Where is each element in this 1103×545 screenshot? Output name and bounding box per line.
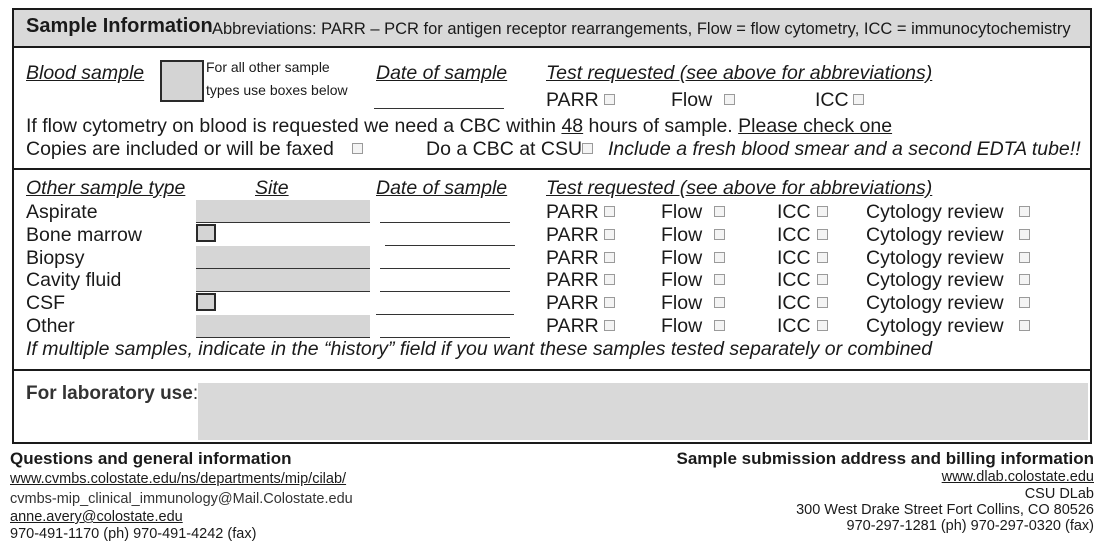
blood-sample-box[interactable]: [160, 60, 204, 102]
blood-sample-label: Blood sample: [26, 62, 145, 84]
row-biopsy-cyto-label: Cytology review: [866, 247, 1004, 269]
blood-note-line2: types use boxes below: [206, 82, 348, 98]
divider-other: [12, 369, 1092, 371]
row-aspirate-cyto-label: Cytology review: [866, 201, 1004, 223]
other-date-label: Date of sample: [376, 177, 508, 199]
row-other-icc-checkbox[interactable]: [817, 320, 828, 331]
blood-test-flow-checkbox[interactable]: [724, 94, 735, 105]
row-bone-marrow-label: Bone marrow: [26, 224, 142, 246]
footer-right-address: 300 West Drake Street Fort Collins, CO 80526: [796, 502, 1094, 518]
row-csf-cyto-checkbox[interactable]: [1019, 297, 1030, 308]
blood-test-icc-label: ICC: [815, 89, 849, 111]
row-bone-marrow-flow-label: Flow: [661, 224, 703, 246]
row-bone-marrow-flow-checkbox[interactable]: [714, 229, 725, 240]
row-cavity-fluid-site-field[interactable]: [196, 269, 370, 292]
row-other-cyto-checkbox[interactable]: [1019, 320, 1030, 331]
blood-note-line1: For all other sample: [206, 59, 330, 75]
dlab-link[interactable]: www.dlab.colostate.edu: [941, 469, 1094, 485]
row-other-parr-label: PARR: [546, 315, 599, 337]
lab-use-field[interactable]: [198, 383, 1088, 440]
blood-test-icc-checkbox[interactable]: [853, 94, 864, 105]
row-biopsy-date-field[interactable]: [380, 268, 510, 269]
blood-date-label: Date of sample: [376, 62, 508, 84]
row-csf-cyto-label: Cytology review: [866, 292, 1004, 314]
row-csf-date-field[interactable]: [376, 314, 514, 315]
cbc-option-csu-label: Do a CBC at CSU: [426, 138, 583, 160]
row-cavity-fluid-icc-checkbox[interactable]: [817, 274, 828, 285]
row-csf-site-checkbox[interactable]: [196, 293, 216, 311]
cbc-option-copies-label: Copies are included or will be faxed: [26, 138, 334, 160]
blood-test-parr-label: PARR: [546, 89, 599, 111]
row-cavity-fluid-flow-label: Flow: [661, 269, 703, 291]
lab-use-label: For laboratory use:: [26, 383, 199, 404]
cilab-link[interactable]: www.cvmbs.colostate.edu/ns/departments/mip/cilab/: [10, 471, 347, 487]
footer-right-url[interactable]: [942, 469, 1094, 485]
row-cavity-fluid-parr-checkbox[interactable]: [604, 274, 615, 285]
footer-right-title: Sample submission address and billing information: [676, 449, 1094, 468]
footer-left-email1: cvmbs-mip_clinical_immunology@Mail.Colostate.edu: [10, 491, 353, 507]
row-cavity-fluid-date-field[interactable]: [380, 291, 510, 292]
row-cavity-fluid-label: Cavity fluid: [26, 269, 122, 291]
header-abbreviations: Abbreviations: PARR – PCR for antigen receptor rearrangements, Flow = flow cytometry, ICC = immunocytochemistry: [212, 20, 1071, 38]
blood-date-field[interactable]: [374, 108, 504, 109]
row-aspirate-flow-checkbox[interactable]: [714, 206, 725, 217]
row-csf-icc-checkbox[interactable]: [817, 297, 828, 308]
row-aspirate-icc-label: ICC: [777, 201, 811, 223]
smear-note: Include a fresh blood smear and a second EDTA tube!!: [608, 138, 1081, 160]
footer-left-email2[interactable]: [10, 509, 183, 525]
footer-left-title: Questions and general information: [10, 449, 292, 468]
row-other-flow-label: Flow: [661, 315, 703, 337]
check-one-label: Please check one: [738, 115, 893, 137]
multiple-samples-note: If multiple samples, indicate in the “history” field if you want these samples tested separately or combined: [26, 338, 933, 360]
row-bone-marrow-date-field[interactable]: [385, 245, 515, 246]
row-aspirate-icc-checkbox[interactable]: [817, 206, 828, 217]
blood-test-label: Test requested (see above for abbreviations): [546, 62, 933, 84]
row-biopsy-parr-label: PARR: [546, 247, 599, 269]
row-bone-marrow-icc-checkbox[interactable]: [817, 229, 828, 240]
row-other-icc-label: ICC: [777, 315, 811, 337]
row-biopsy-icc-checkbox[interactable]: [817, 252, 828, 263]
row-csf-icc-label: ICC: [777, 292, 811, 314]
row-bone-marrow-site-checkbox[interactable]: [196, 224, 216, 242]
blood-test-flow-label: Flow: [671, 89, 713, 111]
cbc-instruction: If flow cytometry on blood is requested we need a CBC within 48 hours of sample. Please check one: [26, 115, 893, 137]
row-aspirate-label: Aspirate: [26, 201, 98, 223]
cbc-option-csu-checkbox[interactable]: [582, 143, 593, 154]
row-aspirate-site-field[interactable]: [196, 200, 370, 223]
row-cavity-fluid-parr-label: PARR: [546, 269, 599, 291]
row-csf-label: CSF: [26, 292, 65, 314]
row-aspirate-date-field[interactable]: [380, 222, 510, 223]
row-cavity-fluid-flow-checkbox[interactable]: [714, 274, 725, 285]
row-cavity-fluid-cyto-checkbox[interactable]: [1019, 274, 1030, 285]
row-cavity-fluid-icc-label: ICC: [777, 269, 811, 291]
header-title: Sample Information: [26, 15, 213, 37]
email-link[interactable]: anne.avery@colostate.edu: [10, 509, 183, 525]
row-csf-flow-label: Flow: [661, 292, 703, 314]
row-other-flow-checkbox[interactable]: [714, 320, 725, 331]
other-test-label: Test requested (see above for abbreviations): [546, 177, 933, 199]
blood-test-parr-checkbox[interactable]: [604, 94, 615, 105]
row-bone-marrow-parr-checkbox[interactable]: [604, 229, 615, 240]
row-bone-marrow-icc-label: ICC: [777, 224, 811, 246]
row-csf-flow-checkbox[interactable]: [714, 297, 725, 308]
other-type-label: Other sample type: [26, 177, 186, 199]
row-aspirate-parr-checkbox[interactable]: [604, 206, 615, 217]
footer-left-url[interactable]: [10, 471, 346, 487]
divider-blood: [12, 168, 1092, 170]
footer-left-phone: 970-491-1170 (ph) 970-491-4242 (fax): [10, 526, 257, 542]
row-csf-parr-label: PARR: [546, 292, 599, 314]
row-other-parr-checkbox[interactable]: [604, 320, 615, 331]
row-aspirate-parr-label: PARR: [546, 201, 599, 223]
row-bone-marrow-parr-label: PARR: [546, 224, 599, 246]
row-other-site-field[interactable]: [196, 315, 370, 338]
row-cavity-fluid-cyto-label: Cytology review: [866, 269, 1004, 291]
row-biopsy-cyto-checkbox[interactable]: [1019, 252, 1030, 263]
row-aspirate-cyto-checkbox[interactable]: [1019, 206, 1030, 217]
row-biopsy-label: Biopsy: [26, 247, 85, 269]
cbc-option-copies-checkbox[interactable]: [352, 143, 363, 154]
row-csf-parr-checkbox[interactable]: [604, 297, 615, 308]
row-aspirate-flow-label: Flow: [661, 201, 703, 223]
row-biopsy-parr-checkbox[interactable]: [604, 252, 615, 263]
row-bone-marrow-cyto-label: Cytology review: [866, 224, 1004, 246]
row-biopsy-flow-checkbox[interactable]: [714, 252, 725, 263]
row-biopsy-icc-label: ICC: [777, 247, 811, 269]
row-bone-marrow-cyto-checkbox[interactable]: [1019, 229, 1030, 240]
row-other-label: Other: [26, 315, 75, 337]
footer-right-phone: 970-297-1281 (ph) 970-297-0320 (fax): [846, 518, 1094, 534]
row-other-cyto-label: Cytology review: [866, 315, 1004, 337]
row-biopsy-site-field[interactable]: [196, 246, 370, 269]
other-site-label: Site: [255, 177, 289, 199]
row-biopsy-flow-label: Flow: [661, 247, 703, 269]
footer-right-org: CSU DLab: [1024, 486, 1094, 502]
